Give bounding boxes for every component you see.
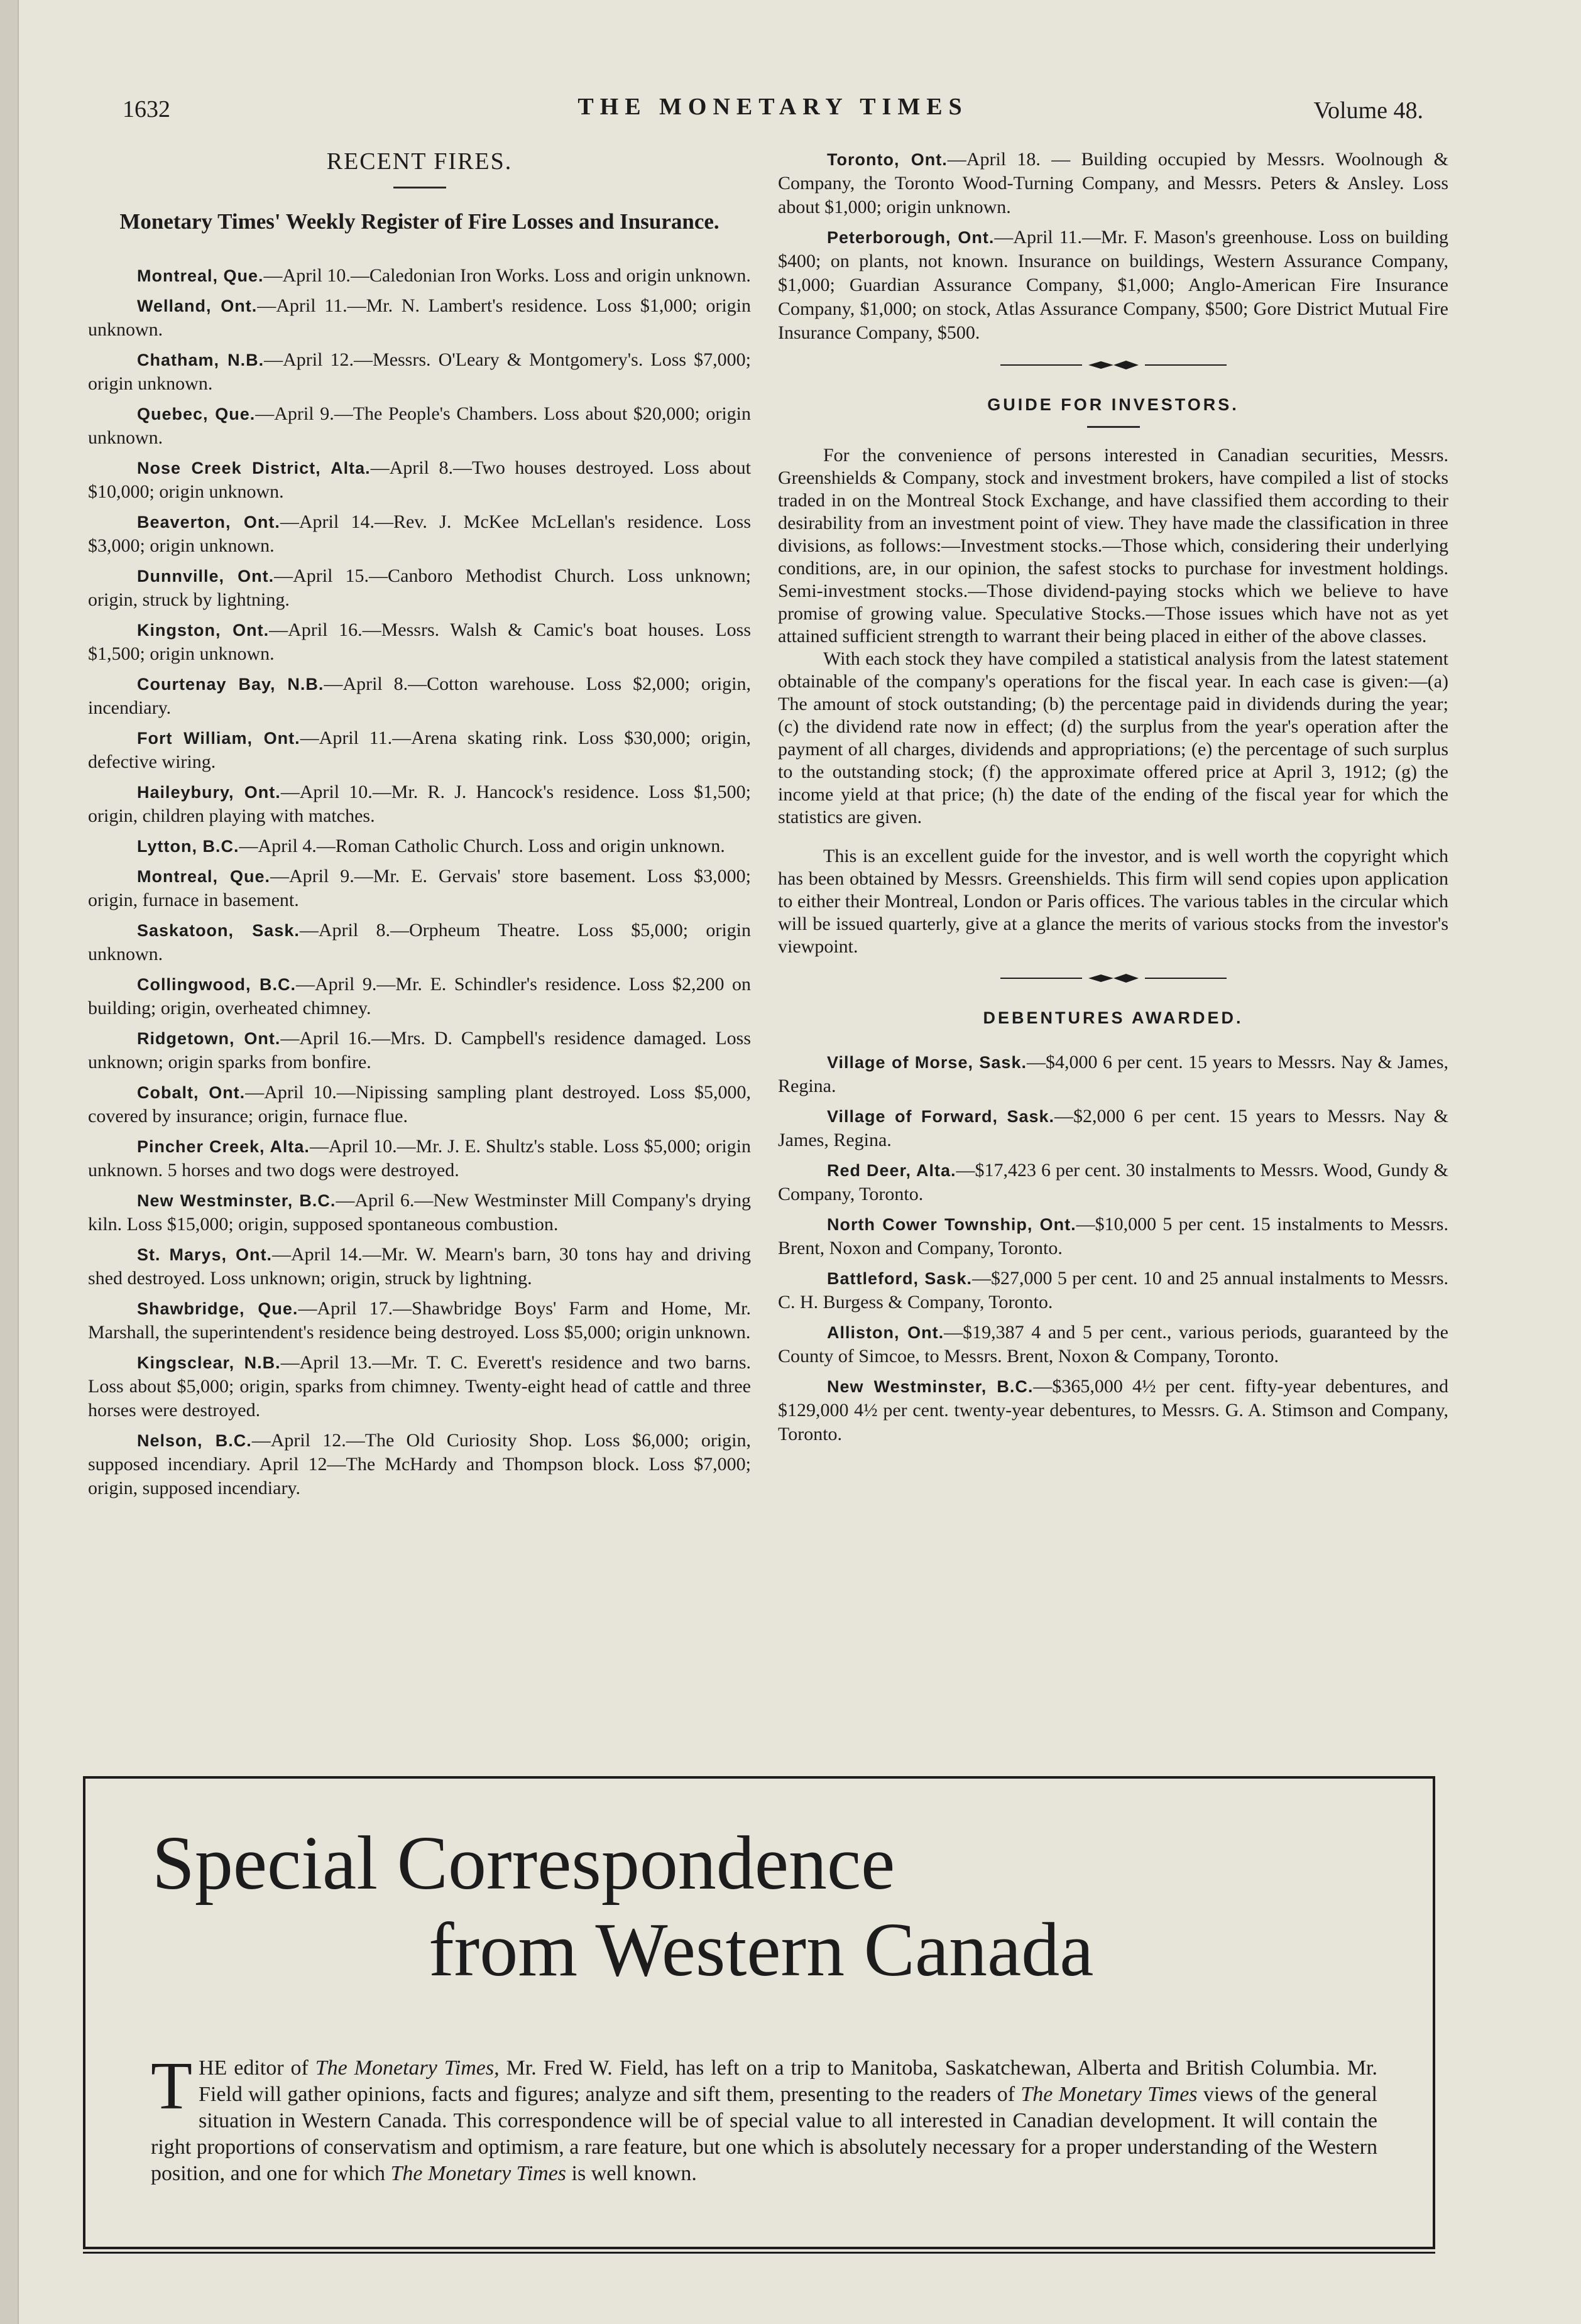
entry-text: —$4,000 6 per cent. 15 years to Messrs. Nay & James, Regina. <box>778 1052 1448 1096</box>
entry-text: —April 6.—New Westminster Mill Company's drying kiln. Loss $15,000; origin, supposed spontaneous combustion. <box>88 1190 751 1235</box>
place-name: Kingsclear, N.B. <box>137 1353 281 1372</box>
ad-body <box>151 2049 1377 2187</box>
entry-text: —April 9.—The People's Chambers. Loss about $20,000; origin unknown. <box>88 403 751 448</box>
debenture-entry <box>778 1159 1448 1206</box>
guide-paragraph: For the convenience of persons interested in Canadian securities, Messrs. Greenshields & Company, stock and investment brokers, have compiled a list of stocks traded in on the Montreal Stock Exchange, and have classified them according to their desirability from an investment point of view. They have made the classification in three divisions, as follows:—Investment stocks.—Those which, considering their underlying conditions, are, in our opinion, the safest stocks to purchase for investment holdings. Semi-investment stocks.—Those dividend-paying stocks which we believe to have promise of growing value. Speculative Stocks.—Those issues which have not as yet attained sufficient strength to warrant their being placed in either of the above classes. <box>778 445 1448 646</box>
place-name: Courtenay Bay, N.B. <box>137 675 324 694</box>
fire-entry <box>88 1027 751 1074</box>
entry-text: —April 9.—Mr. E. Schindler's residence. Loss $2,200 on building; origin, overheated chimney. <box>88 974 751 1018</box>
fire-entry <box>88 264 751 288</box>
place-name: Montreal, Que. <box>137 867 270 886</box>
place-name: Red Deer, Alta. <box>827 1161 956 1180</box>
entry-text: —April 9.—Mr. E. Gervais' store basement. Loss $3,000; origin, furnace in basement. <box>88 866 751 910</box>
fire-entry <box>88 402 751 450</box>
entry-text: —April 17.—Shawbridge Boys' Farm and Home, Mr. Marshall, the superintendent's residence being destroyed. Loss $5,000; origin unknown. <box>88 1298 751 1343</box>
fire-entry <box>778 226 1448 345</box>
place-name: Dunnville, Ont. <box>137 567 275 586</box>
place-name: Pincher Creek, Alta. <box>137 1137 310 1156</box>
ad-text-italic: The Monetary Times, <box>315 2056 500 2080</box>
place-name: Beaverton, Ont. <box>137 513 280 532</box>
ad-text: Mr. Fred W. Field, has left on a trip to Manitoba, Saskatchewan, Alberta and British Columbia. Mr. Field will gather opinions, facts and figures; analyze and sift them, presenting to the readers of <box>198 2056 1377 2106</box>
place-name: Chatham, N.B. <box>137 351 265 369</box>
recent-fires-title: RECENT FIRES. <box>326 148 513 175</box>
publication-title: THE MONETARY TIMES <box>577 94 968 120</box>
fire-entry <box>88 865 751 912</box>
entry-text: —April 16.—Mrs. D. Campbell's residence damaged. Loss unknown; origin sparks from bonfire. <box>88 1028 751 1072</box>
volume-label: Volume 48. <box>1313 97 1423 124</box>
ad-text: is well known. <box>566 2162 697 2185</box>
debenture-entry <box>778 1321 1448 1368</box>
place-name: Saskatoon, Sask. <box>137 921 300 940</box>
entry-text: —April 10.—Mr. R. J. Hancock's residence. Loss $1,500; origin, children playing with matches. <box>88 782 752 826</box>
place-name: Toronto, Ont. <box>827 150 948 169</box>
entry-text: —$2,000 6 per cent. 15 years to Messrs. Nay & James, Regina. <box>778 1106 1448 1150</box>
fire-entry <box>88 1429 751 1500</box>
fire-entry <box>88 919 751 966</box>
left-column <box>88 148 751 1507</box>
place-name: Lytton, B.C. <box>137 837 239 856</box>
place-name: St. Marys, Ont. <box>137 1245 272 1264</box>
fire-register-continued <box>778 148 1448 345</box>
title-rule <box>393 187 446 188</box>
entry-text: —$17,423 6 per cent. 30 instalments to Messrs. Wood, Gundy & Company, Toronto. <box>778 1160 1448 1204</box>
title-rule <box>1087 426 1140 428</box>
entry-text: —April 10.—Mr. J. E. Shultz's stable. Loss $5,000; origin unknown. 5 horses and two dogs were destroyed. <box>88 1136 751 1181</box>
guide-paragraph: With each stock they have compiled a statistical analysis from the latest statement obtainable of the company's operations for the fiscal year. In each case is given:—(a) The amount of stock outstanding; (b) the percentage paid in dividends during the year; (c) the dividend rate now in effect; (d) the surplus from the year's operation after the payment of all charges, dividends and appropriations; (e) the percentage of such surplus to the outstanding stock; (f) the approximate offered price at April 3, 1912; (g) the income yield at that price; (h) the date of the ending of the fiscal year for which the statistics are given. <box>778 648 1448 827</box>
ad-headline-line-1: Special Correspondence <box>152 1821 895 1906</box>
entry-text: —$10,000 5 per cent. 15 instalments to Messrs. Brent, Noxon and Company, Toronto. <box>778 1214 1448 1258</box>
entry-text: —April 10.—Caledonian Iron Works. Loss and origin unknown. <box>263 265 751 286</box>
fire-entry <box>88 510 751 558</box>
guide-investors-title: GUIDE FOR INVESTORS. <box>987 395 1239 414</box>
entry-text: —April 14.—Mr. W. Mearn's barn, 30 tons hay and driving shed destroyed. Loss unknown; origin, struck by lightning. <box>88 1244 751 1289</box>
ad-text: HE editor of <box>198 2056 315 2080</box>
fire-entry <box>88 1243 751 1290</box>
place-name: Village of Morse, Sask. <box>827 1053 1027 1072</box>
place-name: Peterborough, Ont. <box>827 228 995 247</box>
entry-text: —April 18. — Building occupied by Messrs. Woolnough & Company, the Toronto Wood-Turning Company, and Messrs. Peters & Ansley. Loss about $1,000; origin unknown. <box>778 149 1449 217</box>
fire-entry <box>88 973 751 1020</box>
entry-text: —April 11.—Mr. F. Mason's greenhouse. Loss on building $400; on plants, not known. Insurance on buildings, Western Assurance Company, $1,000; Guardian Assurance Company, $1,000; Anglo-American Fire Insurance Company, $1,000; on stock, Atlas Assurance Company, $500; Gore District Mutual Fire Insurance Company, $500. <box>778 227 1448 343</box>
entry-text: —April 8.—Cotton warehouse. Loss $2,000; origin, incendiary. <box>88 674 752 718</box>
advertisement-box <box>83 1776 1435 2249</box>
place-name: Quebec, Que. <box>137 405 256 423</box>
place-name: New Westminster, B.C. <box>827 1377 1034 1396</box>
place-name: Cobalt, Ont. <box>137 1083 246 1102</box>
ornament-divider <box>1000 359 1227 371</box>
place-name: Battleford, Sask. <box>827 1269 972 1288</box>
place-name: Shawbridge, Que. <box>137 1299 298 1318</box>
entry-text: —April 8.—Two houses destroyed. Loss about $10,000; origin unknown. <box>88 457 752 502</box>
entry-text: —$27,000 5 per cent. 10 and 25 annual instalments to Messrs. C. H. Burgess & Company, Toronto. <box>778 1268 1448 1312</box>
place-name: Montreal, Que. <box>137 266 264 285</box>
ad-text-italic: The Monetary Times <box>390 2162 567 2185</box>
place-name: Nelson, B.C. <box>137 1431 252 1450</box>
fire-entry <box>88 1081 751 1128</box>
fire-entry <box>88 1297 751 1345</box>
place-name: North Cower Township, Ont. <box>827 1215 1076 1234</box>
place-name: Kingston, Ont. <box>137 621 270 640</box>
drop-cap: T <box>151 2049 192 2124</box>
entry-text: —$365,000 4½ per cent. fifty-year debentures, and $129,000 4½ per cent. twenty-year debentures, to Messrs. G. A. Stimson and Company, Toronto. <box>778 1376 1449 1444</box>
fire-entry <box>88 564 751 612</box>
debentures-title: DEBENTURES AWARDED. <box>983 1008 1244 1027</box>
right-column <box>778 148 1448 1453</box>
fire-entry <box>88 1135 751 1182</box>
entry-text: —April 16.—Messrs. Walsh & Camic's boat houses. Loss $1,500; origin unknown. <box>88 619 752 664</box>
binding-gutter <box>0 0 19 2324</box>
fire-entry <box>88 456 751 504</box>
entry-text: —April 14.—Rev. J. McKee McLellan's residence. Loss $3,000; origin unknown. <box>88 511 752 556</box>
place-name: Fort William, Ont. <box>137 729 300 748</box>
entry-text: —April 10.—Nipissing sampling plant destroyed. Loss $5,000, covered by insurance; origin, furnace flue. <box>88 1082 751 1127</box>
page-number: 1632 <box>123 96 170 123</box>
fires-subtitle: Monetary Times' Weekly Register of Fire Losses and Insurance. <box>119 209 719 234</box>
fire-entry <box>88 1351 751 1422</box>
ad-text: views of the general situation in Western Canada. This correspondence will be of special value to all interested in Canadian development. It will contain the right proportions of conservatism and optimism, a rare feature, but one which is absolutely necessary for a proper understanding of the Western position, and one for which <box>151 2083 1377 2185</box>
entry-text: —April 12.—Messrs. O'Leary & Montgomery's. Loss $7,000; origin unknown. <box>88 349 751 394</box>
ornament-divider <box>1000 972 1227 985</box>
debentures-list <box>778 1050 1448 1446</box>
debenture-entry <box>778 1050 1448 1098</box>
page-header <box>123 93 1423 131</box>
fire-entry <box>778 148 1448 219</box>
place-name: Welland, Ont. <box>137 297 258 315</box>
fire-entry <box>88 726 751 774</box>
entry-text: —April 4.—Roman Catholic Church. Loss and origin unknown. <box>239 836 725 856</box>
debenture-entry <box>778 1375 1448 1446</box>
place-name: Haileybury, Ont. <box>137 783 281 802</box>
fire-entry <box>88 294 751 342</box>
debenture-entry <box>778 1213 1448 1260</box>
fire-entry <box>88 618 751 666</box>
place-name: Nose Creek District, Alta. <box>137 459 371 477</box>
place-name: Alliston, Ont. <box>827 1323 944 1342</box>
debenture-entry <box>778 1267 1448 1314</box>
fire-entry <box>88 348 751 396</box>
guide-paragraph: This is an excellent guide for the investor, and is well worth the copyright which has been obtained by Messrs. Greenshields. This firm will send copies upon application to either their Montreal, London or Paris offices. The various tables in the circular which will be issued quarterly, give at a glance the merits of various stocks from the investor's viewpoint. <box>778 846 1448 957</box>
entry-text: —April 11.—Arena skating rink. Loss $30,000; origin, defective wiring. <box>88 728 751 772</box>
fire-register-list <box>88 264 751 1500</box>
entry-text: —$19,387 4 and 5 per cent., various periods, guaranteed by the County of Simcoe, to Messrs. Brent, Noxon & Company, Toronto. <box>778 1322 1448 1367</box>
entry-text: —April 13.—Mr. T. C. Everett's residence and two barns. Loss about $5,000; origin, sparks from chimney. Twenty-eight head of cattle and three horses were destroyed. <box>88 1352 752 1421</box>
entry-text: —April 8.—Orpheum Theatre. Loss $5,000; origin unknown. <box>88 920 751 964</box>
fire-entry <box>88 1189 751 1236</box>
fire-entry <box>88 834 751 858</box>
entry-text: —April 11.—Mr. N. Lambert's residence. Loss $1,000; origin unknown. <box>88 295 752 340</box>
entry-text: —April 15.—Canboro Methodist Church. Loss unknown; origin, struck by lightning. <box>88 565 751 610</box>
ad-headline-line-2: from Western Canada <box>429 1907 1094 1992</box>
guide-paragraphs <box>778 444 1448 958</box>
place-name: New Westminster, B.C. <box>137 1191 336 1210</box>
place-name: Ridgetown, Ont. <box>137 1029 281 1048</box>
ad-text-italic: The Monetary Times <box>1020 2083 1198 2106</box>
fire-entry <box>88 780 751 828</box>
debenture-entry <box>778 1105 1448 1152</box>
bottom-rule <box>83 2252 1435 2254</box>
fire-entry <box>88 672 751 720</box>
place-name: Collingwood, B.C. <box>137 975 297 994</box>
place-name: Village of Forward, Sask. <box>827 1107 1055 1126</box>
entry-text: —April 12.—The Old Curiosity Shop. Loss $6,000; origin, supposed incendiary. April 12—The McHardy and Thompson block. Loss $7,000; origin, supposed incendiary. <box>88 1430 752 1498</box>
